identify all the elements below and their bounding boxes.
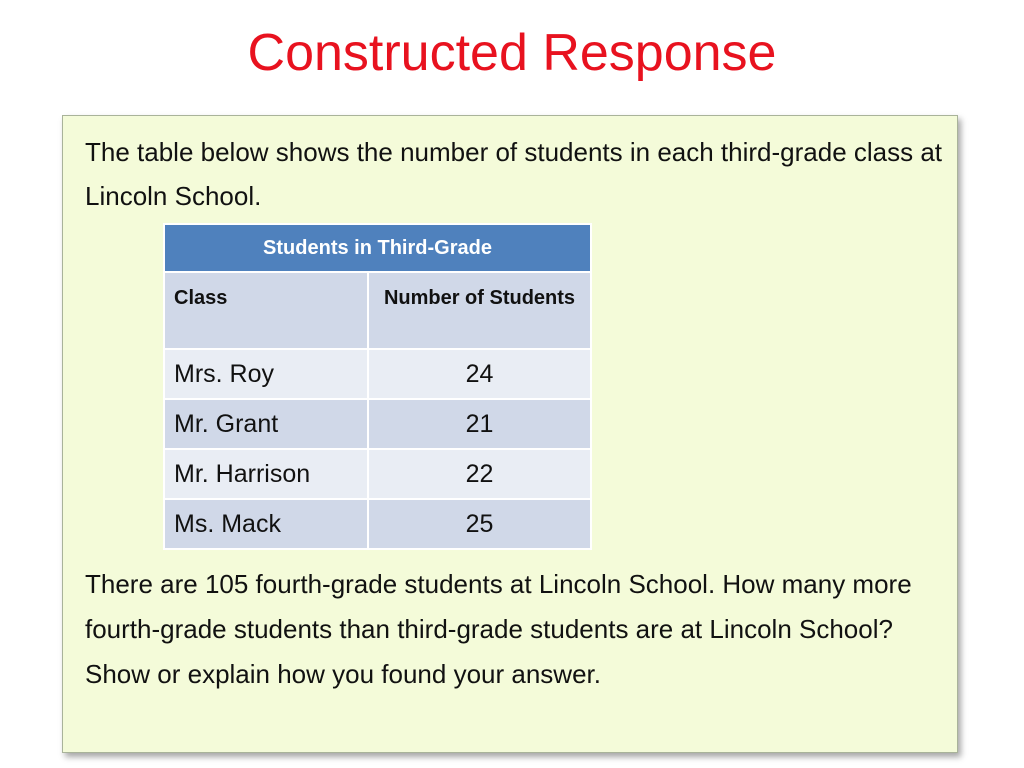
class-name: Mr. Harrison: [164, 449, 368, 499]
student-count: 21: [368, 399, 591, 449]
table-caption: Students in Third-Grade: [164, 224, 591, 272]
table-row: [164, 499, 591, 549]
question-panel: [62, 115, 958, 753]
class-name: Mr. Grant: [164, 399, 368, 449]
students-table: [163, 223, 592, 550]
table-row: [164, 449, 591, 499]
intro-text: The table below shows the number of students in each third-grade class at Lincoln School.: [85, 137, 943, 211]
header-number-of-students: Number of Students: [368, 272, 591, 349]
table-row: [164, 399, 591, 449]
slide-title: Constructed Response: [247, 24, 777, 82]
table-header-row: [164, 272, 591, 349]
question-text: There are 105 fourth-grade students at Lincoln School. How many more fourth-grade students than third-grade students are at Lincoln School? Show or explain how you found your answer.: [85, 569, 912, 689]
class-name: Ms. Mack: [164, 499, 368, 549]
student-count: 25: [368, 499, 591, 549]
table-row: [164, 349, 591, 399]
student-count: 22: [368, 449, 591, 499]
student-count: 24: [368, 349, 591, 399]
class-name: Mrs. Roy: [164, 349, 368, 399]
header-class: Class: [164, 272, 368, 349]
